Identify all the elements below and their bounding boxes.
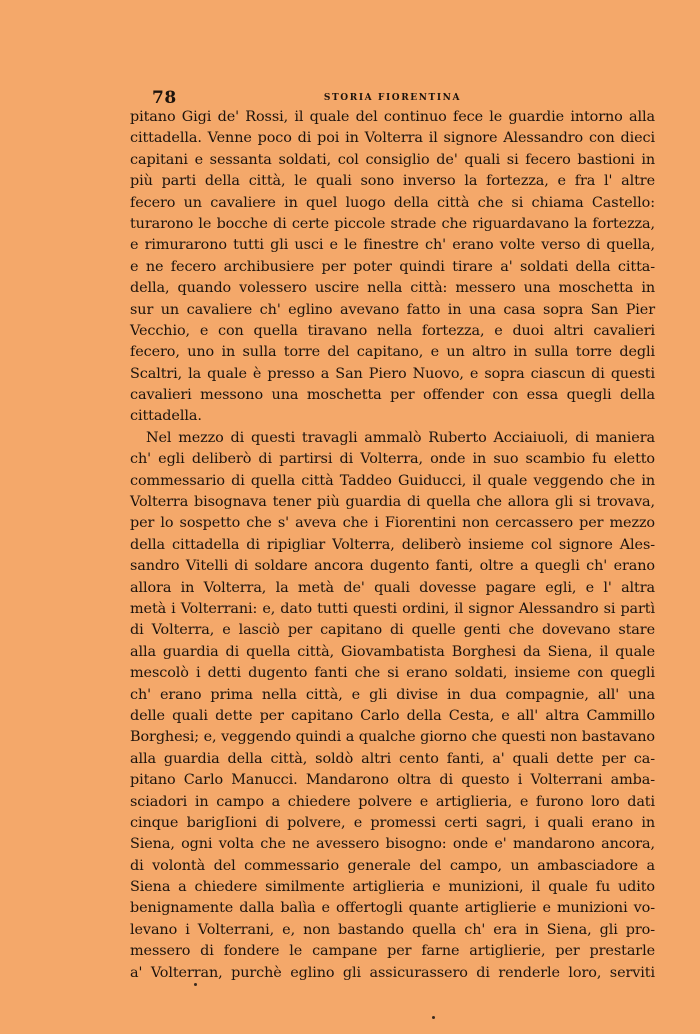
text-line: delle quali dette per capitano Carlo della Cesta, e all' altra Cammillo bbox=[130, 707, 655, 724]
text-line: Volterra bisognava tener più guardia di quella che allora gli si trovava, bbox=[130, 494, 655, 511]
text-line: mescolò i detti dugento fanti che si erano soldati, insieme con quegli bbox=[130, 665, 655, 682]
text-line: di volontà del commessario generale del campo, un ambasciadore a bbox=[130, 857, 655, 874]
text-line: fecero un cavaliere in quel luogo della città che si chiama Castello: bbox=[130, 194, 655, 211]
print-speck bbox=[432, 1016, 435, 1019]
text-line: turarono le bocche di certe piccole strade che riguardavano la fortezza, bbox=[130, 215, 655, 232]
text-line: e rimurarono tutti gli usci e le finestre ch' erano volte verso di quella, bbox=[130, 237, 655, 254]
text-line: della, quando volessero uscire nella città: messero una moschetta in bbox=[130, 280, 655, 297]
text-line: sandro Vitelli di soldare ancora dugento fanti, oltre a quegli ch' erano bbox=[130, 558, 655, 575]
text-line: cittadella. bbox=[130, 408, 202, 425]
page-number: 78 bbox=[152, 88, 177, 108]
text-line: levano i Volterrani, e, non bastando quella ch' era in Siena, gli pro- bbox=[130, 921, 655, 938]
text-line: ch' erano prima nella città, e gli divise in dua compagnie, all' una bbox=[130, 686, 655, 703]
text-line: Nel mezzo di questi travagli ammalò Ruberto Acciaiuoli, di maniera bbox=[146, 429, 655, 446]
text-line: metà i Volterrani: e, dato tutti questi ordini, il signor Alessandro si partì bbox=[130, 600, 655, 617]
text-line: per lo sospetto che s' aveva che i Fiorentini non cercassero per mezzo bbox=[130, 515, 655, 532]
running-title: STORIA FIORENTINA bbox=[323, 93, 462, 103]
text-line: messero di fondere le campane per farne artiglierie, per prestarle bbox=[130, 943, 655, 960]
text-line: Borghesi; e, veggendo quindi a qualche giorno che questi non bastavano bbox=[130, 729, 655, 746]
text-line: Siena a chiedere similmente artiglieria e munizioni, il quale fu udito bbox=[130, 879, 655, 896]
text-line: capitani e sessanta soldati, col consiglio de' quali si fecero bastioni in bbox=[130, 151, 655, 168]
text-line: cittadella. Venne poco di poi in Volterra il signore Alessandro con dieci bbox=[130, 130, 655, 147]
text-line: a' Volterran, purchè eglino gli assicurassero di renderle loro, serviti bbox=[130, 964, 655, 981]
text-line: sciadori in campo a chiedere polvere e artiglieria, e furono loro dati bbox=[130, 793, 655, 810]
text-line: sur un cavaliere ch' eglino avevano fatto in una casa sopra San Pier bbox=[130, 301, 655, 318]
text-line: Scaltri, la quale è presso a San Piero Nuovo, e sopra ciascun di questi bbox=[130, 365, 655, 382]
text-line: cinque barigIioni di polvere, e promessi certi sagri, i quali erano in bbox=[130, 814, 655, 831]
text-line: della cittadella di ripigliar Volterra, deliberò insieme col signore Ales- bbox=[130, 536, 655, 553]
text-line: alla guardia della città, soldò altri cento fanti, a' quali dette per ca- bbox=[130, 750, 655, 767]
text-line: pitano Gigi de' Rossi, il quale del continuo fece le guardie intorno alla bbox=[130, 109, 655, 125]
text-line: benignamente dalla balìa e offertogli quante artiglierie e munizioni vo- bbox=[130, 900, 655, 917]
text-line: Vecchio, e con quella tiravano nella fortezza, e duoi altri cavalieri bbox=[130, 322, 655, 339]
text-line: cavalieri messono una moschetta per offender con essa quegli della bbox=[130, 387, 655, 404]
text-line: e ne fecero archibusiere per poter quindi tirare a' soldati della citta- bbox=[130, 258, 655, 275]
text-line: alla guardia di quella città, Giovambatista Borghesi da Siena, il quale bbox=[130, 643, 655, 660]
text-line: più parti della città, le quali sono inverso la fortezza, e fra l' altre bbox=[130, 173, 655, 190]
text-line: pitano Carlo Manucci. Mandarono oltra di questo i Volterrani amba- bbox=[130, 772, 655, 789]
text-line: Siena, ogni volta che ne avessero bisogno: onde e' mandarono ancora, bbox=[130, 836, 655, 853]
text-line: ch' egli deliberò di partirsi di Volterra, onde in suo scambio fu eletto bbox=[130, 451, 655, 468]
body-text bbox=[130, 107, 655, 984]
text-line: fecero, uno in sulla torre del capitano, e un altro in sulla torre degli bbox=[130, 344, 655, 361]
text-line: di Volterra, e lasciò per capitano di quelle genti che dovevano stare bbox=[130, 622, 655, 639]
text-line: commessario di quella città Taddeo Guiducci, il quale veggendo che in bbox=[130, 472, 655, 489]
text-line: allora in Volterra, la metà de' quali dovesse pagare egli, e l' altra bbox=[130, 579, 655, 596]
print-speck bbox=[194, 983, 197, 986]
